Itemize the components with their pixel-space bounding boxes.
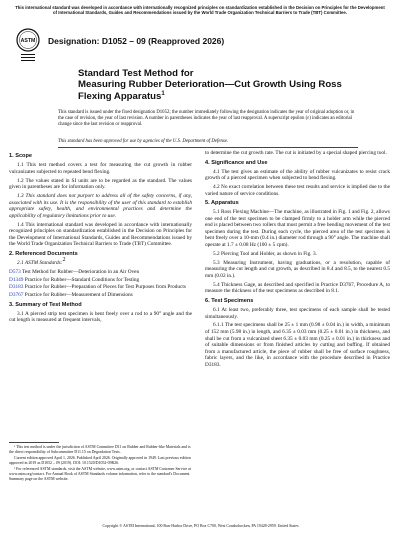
reference-title: Practice for Rubber—Preparation of Pieces for Test Purposes from Products (23, 284, 186, 291)
tbt-notice: This international standard was developed in accordance with internationally recognized principles on standardization established in the Decision on Principles for the Development of International Standards, Guides and Recommendations issued by the World Trade Organization Technical Barriers to Trade (TBT) Committee. (15, 5, 385, 16)
reference-item (9, 284, 192, 291)
footnote-1-edition: Current edition approved April 1, 2026. Published April 2026. Originally approved in 1949. Last previous edition approved in 2019 as D1052 – 09 (2019). DOI: 10.1520/D1052-09R26. (9, 456, 191, 466)
reference-item (9, 292, 192, 299)
reference-title: Practice for Rubber—Measurement of Dimensions (23, 291, 133, 298)
title-footnote-mark[interactable]: 1 (161, 90, 165, 97)
para-5-2: 5.2 Piercing Tool and Holder, as shown in Fig. 3. (213, 250, 317, 257)
reference-link-d1349[interactable]: D1349 (9, 276, 24, 283)
title-line-3-text: Flexing Apparatus (78, 90, 162, 102)
section-1-heading: 1. Scope (9, 153, 33, 159)
title-line-1: Standard Test Method for (78, 68, 194, 79)
logo-text: ASTM (20, 38, 36, 44)
astm-international-logo (16, 28, 40, 64)
reference-link-d573[interactable]: D573 (9, 268, 21, 275)
para-1-4: 1.4 This international standard was developed in accordance with internationally recognized principles on standardization established in the Decision on Principles for the Development of International Standards, Guides and Recommendations issued by the World Trade Organization Technical Barriers to Trade (TBT) Committee. (9, 221, 192, 248)
standard-issuance-note: This standard is issued under the fixed designation D1052; the number immediately following the designation indicates the year of original adoption or, in the case of revision, the year of last revision. A number in parentheses indicates the year of last reapproval. A superscript epsilon (ε) indicates an editorial change since the last revision or reapproval. (58, 110, 355, 127)
footnote-2-mark[interactable]: 2 (62, 257, 66, 264)
footnote-2: ² For referenced ASTM standards, visit the ASTM website, www.astm.org, or contact ASTM Customer Service at www.astm.org/contact. For Annual Book of ASTM Standards volume information, refer to the standard's Document Summary page on the ASTM website. (9, 467, 191, 482)
right-column (205, 150, 390, 371)
dod-approval-note: This standard has been approved for use by agencies of the U.S. Department of Defense. (58, 139, 229, 144)
para-6-1-1: 6.1.1 The test specimens shall be 25 ± 1 mm (0.98 ± 0.04 in.) in width, a minimum of 152 mm (5.98 in.) in length, and 6.35 ± 0.03 mm (0.25 ± 0.01 in.) in thickness, and shall be cut from a vulcanized sheet 6.35 ± 0.03 mm (0.25 ± 0.01 in.) in thickness and of suitable dimensions or from finished articles by cutting and buffing. If obtained from a manufactured article, the piece of rubber shall be free of surface roughness, fabric layers, and the like, in accordance with the procedure described in Practice D3183. (205, 322, 390, 368)
reference-title: Practice for Rubber—Standard Conditions for Testing (23, 276, 140, 283)
para-6-1: 6.1 At least two, preferably three, test specimens of each sample shall be tested simultaneously. (205, 307, 390, 320)
left-column (9, 150, 192, 326)
para-4-2: 4.2 No exact correlation between these test results and service is implied due to the varied nature of service conditions. (205, 184, 390, 197)
para-5-3: 5.3 Measuring Instrument, having graduations, or a resolution, capable of measuring the cut length and cut growth, as described in 8.4 and 8.5, to the nearest 0.5 mm (0.02 in.). (205, 259, 390, 279)
para-5-4: 5.4 Thickness Gage, as described and specified in Practice D3767, Procedure A, to measure the thickness of the test specimens as described in 8.1. (205, 281, 390, 295)
header-divider (58, 147, 358, 148)
para-4-1: 4.1 The test gives an estimate of the ability of rubber vulcanizates to resist crack growth of a pierced specimen when subjected to bend flexing. (205, 168, 390, 182)
para-1-3: 1.3 This standard does not purport to address all of the safety concerns, if any, associated with its use. It is the responsibility of the user of this standard to establish appropriate safety, health, and environmental practices and determine the applicability of regulatory limitations prior to use. (9, 193, 192, 219)
footnotes (9, 445, 192, 484)
footnote-1: ¹ This test method is under the jurisdiction of ASTM Committee D11 on Rubber and Rubber-like Materials and is the direct responsibility of Subcommittee D11.15 on Degradation Tests. (9, 445, 191, 454)
section-6-heading: 6. Test Specimens (205, 297, 254, 304)
para-3-1-continued: to determine the cut growth rate. The cut is initiated by a special shaped piercing tool. (205, 150, 387, 156)
reference-link-d3767[interactable]: D3767 (9, 291, 24, 298)
title-line-2: Measuring Rubber Deterioration—Cut Growth Using Ross (78, 79, 342, 91)
section-3-heading: 3. Summary of Test Method (9, 301, 82, 308)
title-line-3 (78, 91, 378, 102)
section-4-heading: 4. Significance and Use (205, 159, 268, 166)
section-2-heading: 2. Referenced Documents (9, 250, 78, 257)
copyright-footer: Copyright © ASTM International, 100 Barr Harbor Drive, PO Box C700, West Conshohocken, PA 19428-2959. United States (102, 524, 299, 529)
reference-title: Test Method for Rubber—Deterioration in an Air Oven (20, 268, 140, 275)
para-1-1: 1.1 This test method covers a test for measuring the cut growth in rubber vulcanizates subjected to repeated bend flexing. (9, 162, 192, 175)
reference-link-d3183[interactable]: D3183 (9, 284, 24, 291)
designation: Designation: D1052 – 09 (Reapproved 2026) (48, 36, 225, 46)
document-title (78, 68, 378, 102)
reference-item (9, 269, 192, 276)
para-1-2: 1.2 The values stated in SI units are to be regarded as the standard. The values given in parentheses are for information only. (9, 177, 192, 191)
para-2-1 (9, 257, 192, 267)
footnote-divider (9, 442, 59, 443)
para-5-1: 5.1 Ross Flexing Machine—The machine, as illustrated in Fig. 1 and Fig. 2, allows one end of the test specimen to be clamped firmly to a holder arm while the pierced end is placed between two rollers that most permit a free bending movement of the test specimen during the test. During each cycle, the pierced area of the test specimen is bent freely over a 10-mm (0.4 in.) diameter rod through a 90° angle. The machine shall operate at 1.7 ± 0.08 Hz (100 ± 5 cpm). (205, 209, 390, 248)
astm-standards-label: 2.1 ASTM Standards: (17, 259, 63, 266)
section-5-heading: 5. Apparatus (205, 200, 239, 207)
reference-item (9, 277, 192, 284)
para-3-1: 3.1 A pierced strip test specimen is bent freely over a rod to a 90° angle and the cut length is measured at frequent intervals, (9, 310, 192, 324)
